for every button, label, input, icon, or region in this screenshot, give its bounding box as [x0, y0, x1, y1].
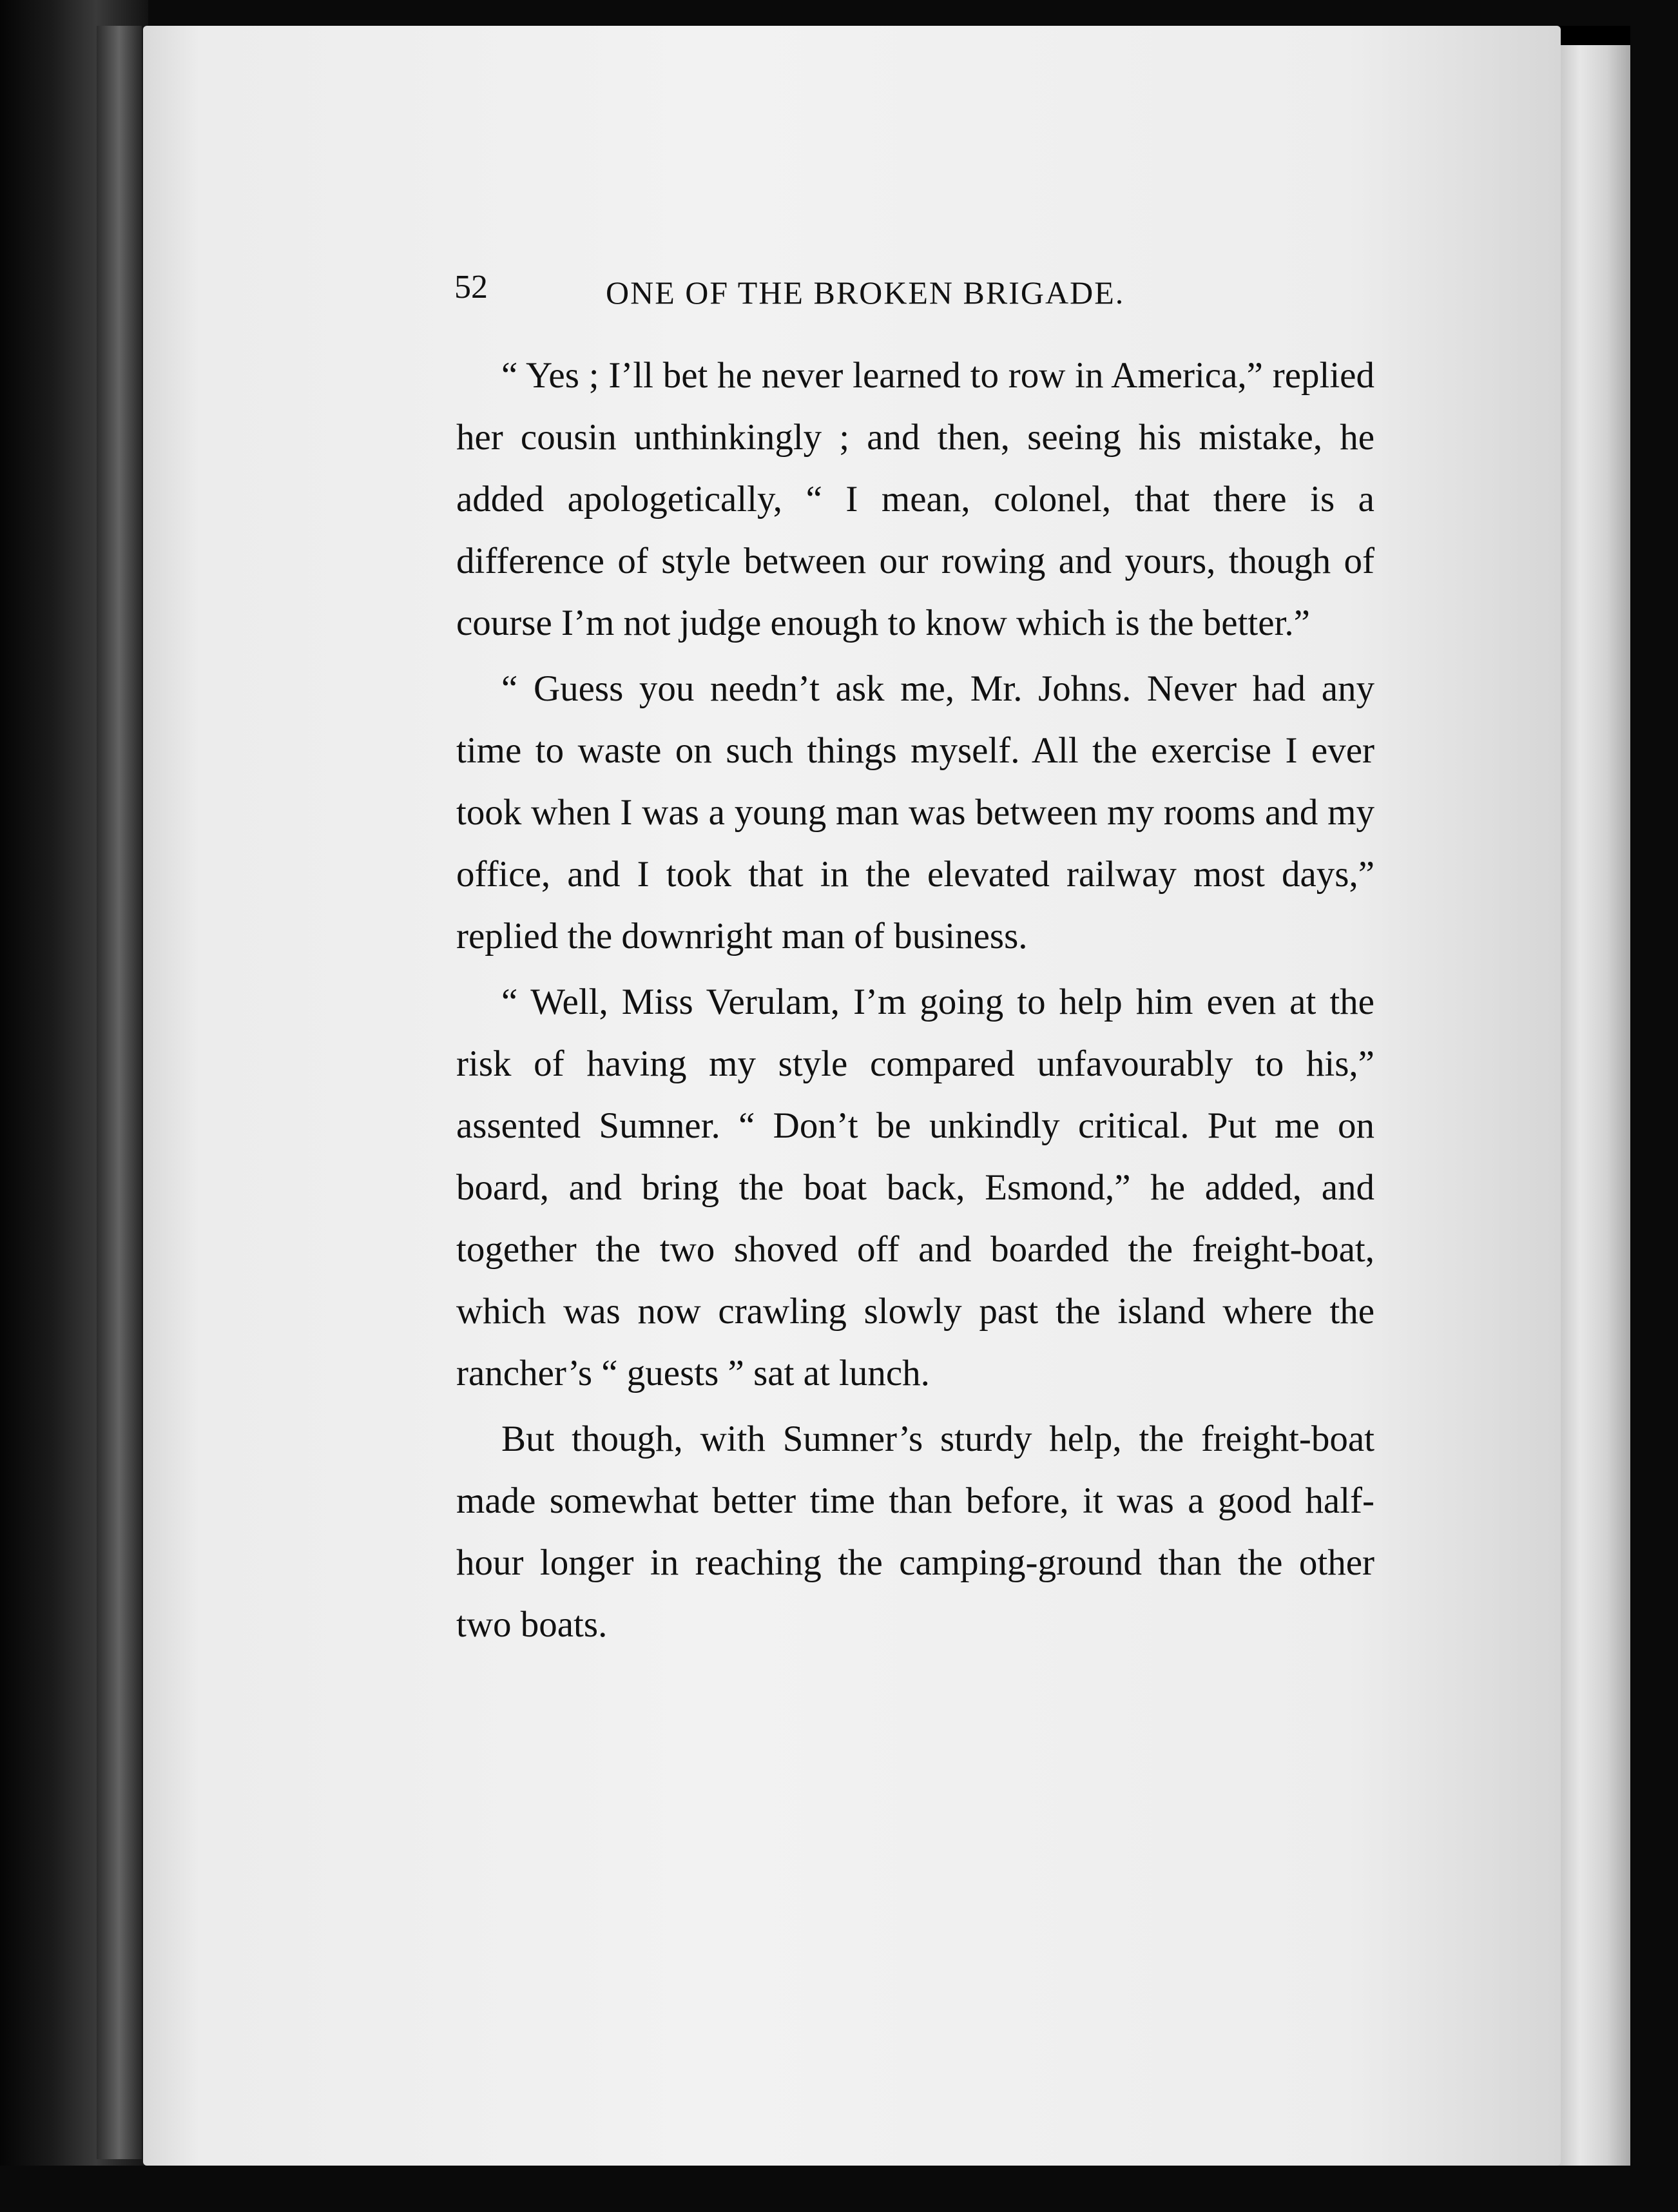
page-body [456, 345, 1374, 1660]
scan-bottom-border [0, 2166, 1678, 2212]
running-title: ONE OF THE BROKEN BRIGADE. [606, 275, 1125, 311]
facing-page-edge [1553, 45, 1630, 2172]
page-number: 52 [454, 269, 488, 306]
scan-right-border [1630, 0, 1678, 2212]
book-spine-edge [97, 26, 142, 2159]
scan-top-border [0, 0, 1678, 26]
paragraph: “ Yes ; I’ll bet he never learned to row in America,” replied her cousin unthinkingly ; and then, seeing his mistake, he added apologetically, “ I mean, colonel, that there is a difference of style between our rowing and yours, though of course I’m not judge enough to know which is the better.” [456, 355, 1374, 643]
paragraph: “ Well, Miss Verulam, I’m going to help him even at the risk of having my style compared unfavourably to his,” assented Sumner. “ Don’t be unkindly critical. Put me on board, and bring the boat back, Esmond,” he added, and together the two shoved off and boarded the freight-boat, which was now crawling slowly past the island where the rancher’s “ guests ” sat at lunch. [456, 982, 1374, 1393]
paragraph: “ Guess you needn’t ask me, Mr. Johns. Never had any time to waste on such things myself. All the exercise I ever took when I was a young man was between my rooms and my office, and I took that in the elevated railway most days,” replied the downright man of business. [456, 668, 1374, 956]
paragraph: But though, with Sumner’s sturdy help, the freight-boat made somewhat better time than before, it was a good half-hour longer in reaching the camping-ground than the other two boats. [456, 1419, 1374, 1645]
